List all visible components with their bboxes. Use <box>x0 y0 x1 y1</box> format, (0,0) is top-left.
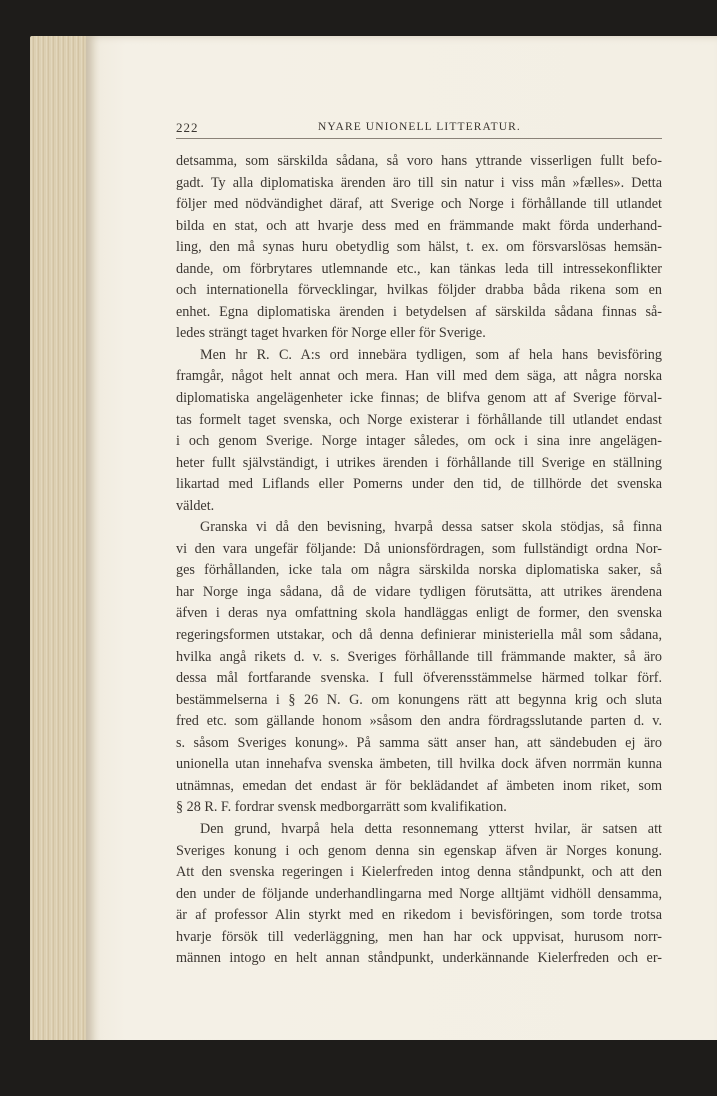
text-line: Att den svenska regeringen i Kielerfreden intog denna ståndpunkt, och att den <box>176 864 662 881</box>
text-line: hvilka angå rikets d. v. s. Sveriges förhållande till främmande makter, så äro <box>176 648 662 665</box>
text-line: bestämmelserna i § 26 N. G. om konungens rätt att begynna krig och sluta <box>176 691 662 708</box>
text-line: utnämnas, emedan det endast är för beklädandet af ämbeten inom riket, som <box>176 777 662 794</box>
text-line: ledes strängt taget hvarken för Norge eller för Sverige. <box>176 325 486 342</box>
text-line: äfven i deras nya omfattning skola handläggas enligt de former, den svenska <box>176 605 662 622</box>
text-line: detsamma, som särskilda sådana, så voro hans yttrande visserligen fullt befo- <box>176 153 662 169</box>
text-line: unionella utan innehafva svenska ämbeten, till hvilka dock äfven norrmän kunna <box>176 756 662 773</box>
text-line: bilda en stat, och att hvarje dess med en främmande makt förda underhand- <box>176 217 662 234</box>
text-line: s. såsom Sveriges konung». På samma sätt anser han, att sändebuden ej äro <box>176 734 662 751</box>
text-line: dessa mål fortfarande svenska. I full öfverensstämmelse härmed tolkar förf. <box>176 670 662 687</box>
header-rule <box>176 138 662 139</box>
text-line: vi den vara ungefär följande: Då unionsfördragen, som fullständigt ordna Nor- <box>176 540 662 557</box>
text-line: Men hr R. C. A:s ord innebära tydligen, som af hela hans bevisföring <box>200 346 662 363</box>
text-line: dande, om förbrytares utlemnande etc., kan tänkas leda till intressekonflikter <box>176 260 662 277</box>
book-page-edges <box>30 36 92 1048</box>
text-line: heter fullt självständigt, i utrikes ärenden i förhållande till Sverige en ställning <box>176 454 662 471</box>
text-line: i och genom Sverige. Norge intager således, om ock i sina inre angelägen- <box>176 433 662 450</box>
text-line: följer med nödvändighet däraf, att Sverige och Norge i förhållande till utlandet <box>176 196 662 213</box>
page-number: 222 <box>176 120 199 135</box>
text-line: framgår, något helt annat och mera. Han vill med dem säga, att några norska <box>176 368 662 385</box>
body-text <box>176 151 662 970</box>
text-line: enhet. Egna diplomatiska ärenden i betydelsen af särskilda sådana finnas så- <box>176 303 662 320</box>
text-line: männen intogo en helt annan ståndpunkt, underkännande Kielerfreden och er- <box>176 950 662 967</box>
text-line: likartad med Liflands eller Pomerns under den tid, de tillhörde det svenska <box>176 476 662 493</box>
text-line: Granska vi då den bevisning, hvarpå dessa satser skola stödjas, så finna <box>200 519 662 536</box>
text-line: hvarje försök till vederläggning, men han har ock uppvisat, hurusom norr- <box>176 928 662 945</box>
text-line: fred etc. som gällande honom »såsom den andra fördragsslutande parten d. v. <box>176 713 662 730</box>
text-line: är af professor Alin styrkt med en rikedom i bevisföringen, som torde trotsa <box>176 907 662 924</box>
text-line: ges förhållanden, icke tala om några särskilda norska diplomatiska saker, så <box>176 562 662 579</box>
running-title: NYARE UNIONELL LITTERATUR. <box>318 121 521 133</box>
text-line: Den grund, hvarpå hela detta resonnemang ytterst hvilar, är satsen att <box>200 820 662 837</box>
text-line: och internationella förvecklingar, hvilkas följder drabba båda rikena som en <box>176 282 662 299</box>
text-line: har Norge inga sådana, då de vidare tydligen förutsätta, att utrikes ärendena <box>176 583 662 600</box>
text-line: diplomatiska angelägenheter icke finnas; de blifva genom att af Sverige förval- <box>176 390 662 407</box>
text-line: gadt. Ty alla diplomatiska ärenden äro till sin natur i viss mån »fælles». Detta <box>176 174 662 191</box>
text-line: regeringsformen utstakar, och då denna definierar ministeriella mål som sådana, <box>176 627 662 644</box>
running-head <box>176 120 662 140</box>
text-line: ling, den må synas huru obetydlig som hälst, t. ex. om försvarslösas hemsän- <box>176 239 662 256</box>
text-line: väldet. <box>176 497 215 514</box>
text-line: Sveriges konung i och genom denna sin egenskap äfven är Norges konung. <box>176 842 662 859</box>
text-line: den under de följande underhandlingarna med Norge alltjämt vidhöll densamma, <box>176 885 662 902</box>
text-line: § 28 R. F. fordrar svensk medborgarrätt som kvalifikation. <box>176 799 507 816</box>
scan-bottom-border <box>0 1040 717 1096</box>
text-line: tas formelt taget svenska, och Norge existerar i förhållande till utlandet endast <box>176 411 662 428</box>
